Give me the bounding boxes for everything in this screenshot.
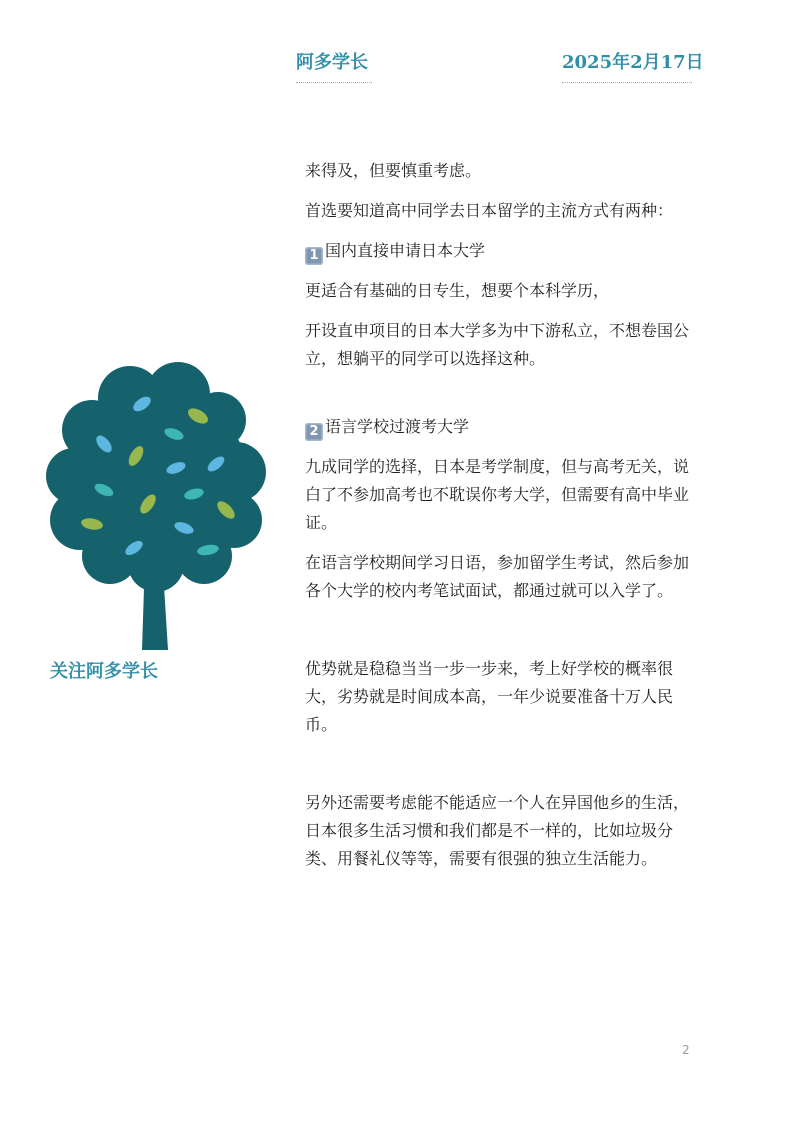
paragraph: 优势就是稳稳当当一步一步来，考上好学校的概率很大，劣势就是时间成本高，一年少说要准备十万人民币。 — [305, 659, 674, 734]
keycap-2-icon: 2 — [305, 423, 323, 441]
paragraph: 开设直申项目的日本大学多为中下游私立，不想卷国公立，想躺平的同学可以选择这种。 — [305, 321, 690, 368]
list-item-1 — [305, 237, 697, 265]
tree-icon — [40, 360, 272, 650]
follow-label: 关注阿多学长 — [50, 661, 158, 682]
header-author: 阿多学长 — [296, 50, 372, 83]
article-body — [305, 157, 697, 885]
keycap-1-icon: 1 — [305, 247, 323, 265]
tree-canopy — [46, 362, 266, 592]
list-item-label: 语言学校过渡考大学 — [325, 417, 470, 436]
list-item-2 — [305, 413, 697, 441]
paragraph: 更适合有基础的日专生，想要个本科学历， — [305, 281, 610, 300]
list-item-label: 国内直接申请日本大学 — [325, 241, 486, 260]
paragraph: 首选要知道高中同学去日本留学的主流方式有两种： — [305, 201, 674, 220]
paragraph: 九成同学的选择，日本是考学制度，但与高考无关，说白了不参加高考也不耽误你考大学，但需要有高中毕业证。 — [305, 457, 690, 532]
page-number: 2 — [682, 1043, 690, 1057]
header-date: 2025年2月17日 — [562, 50, 692, 83]
paragraph: 在语言学校期间学习日语，参加留学生考试，然后参加各个大学的校内考笔试面试，都通过就可以入学了。 — [305, 553, 690, 600]
paragraph: 另外还需要考虑能不能适应一个人在异国他乡的生活，日本很多生活习惯和我们都是不一样的，比如垃圾分类、用餐礼仪等等，需要有很强的独立生活能力。 — [305, 793, 690, 868]
paragraph: 来得及，但要慎重考虑。 — [305, 161, 482, 180]
